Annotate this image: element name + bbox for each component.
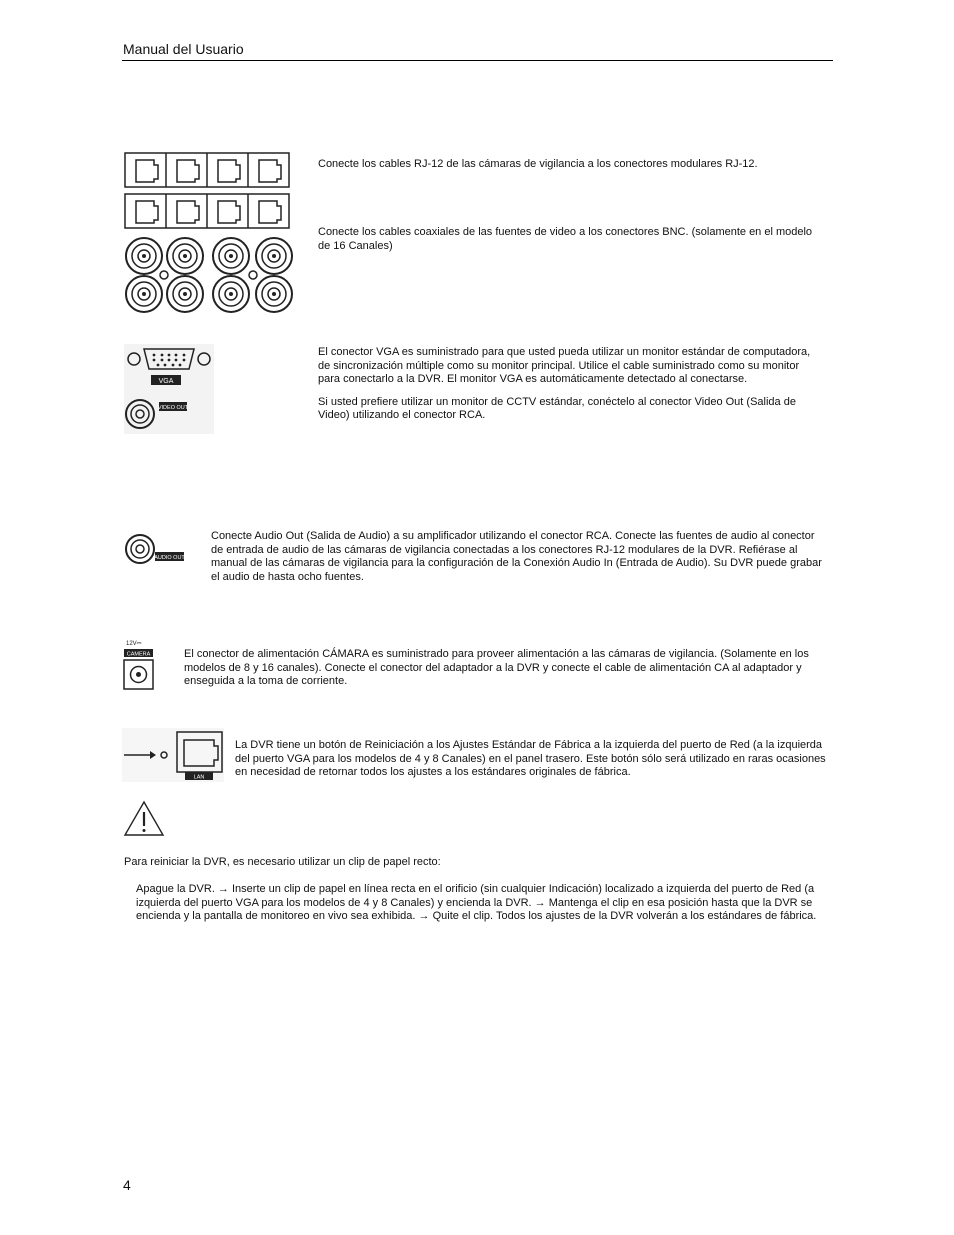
vga-description-block [318,346,823,423]
reset-lan-figure [122,728,224,782]
bnc-connectors-figure [124,236,294,316]
camera-voltage-label: 12V⎓ [126,641,142,647]
lan-label: LAN [193,774,205,781]
vga-label: VGA [158,378,174,385]
video-out-label: VIDEO OUT [157,405,189,411]
camera-power-figure [123,637,155,692]
video-out-description: Si usted prefiere utilizar un monitor de CCTV estándar, conéctelo al conector Video Out (Salida de Video) utilizando el conector RCA. [318,395,796,422]
bnc-description: Conecte los cables coaxiales de las fuentes de video a los conectores BNC. (solamente en el modelo de 16 Canales) [318,226,813,252]
warning-icon [123,800,165,837]
vga-video-out-figure [124,344,214,434]
camera-label: CAMERA [126,651,151,658]
rj12-description: Conecte los cables RJ-12 de las cámaras de vigilancia a los conectores modulares RJ-12. [318,158,758,170]
audio-description: Conecte Audio Out (Salida de Audio) a su amplificador utilizando el conector RCA. Conecte las fuentes de audio al conector de entrada de audio de las cámaras de vigilancia conectadas a los conectores RJ-12 modulares de la DVR. Refiérase al manual de las cámaras de vigilancia para la configuración de la Conexión Audio In (Entrada de Audio). Su DVR puede grabar el audio de hasta ocho fuentes. [211,530,822,583]
vga-description: El conector VGA es suministrado para que usted pueda utilizar un monitor estándar de computadora, de sincronización múltiple como su monitor principal. Utilice el cable suministrado como su monitor para conectarlo a la DVR. El monitor VGA es automáticamente detectado al conectarse. [318,346,811,386]
reset-description: La DVR tiene un botón de Reiniciación a los Ajustes Estándar de Fábrica a la izquierda del puerto de Red (a la izquierda del puerto VGA para los modelos de 4 y 8 Canales) en el panel trasero. Este botón sólo será utilizado en raras ocasiones en necesidad de retornar todos los ajustes a los estándares originales de fábrica. [235,739,826,779]
reset-steps: Apague la DVR. → Inserte un clip de papel en línea recta en el orificio (sin cualquier Indicación) localizado a izquierda del puerto de Red (a izquierda del puerto VGA para los modelos de 4 y 8 Canales) y encienda la DVR. → Mantenga el clip en esa posición hasta que la DVR se encienda y la pantalla de monitoreo en vivo sea exhibida. → Quite el clip. Todos los ajustes de la DVR volverán a los estándares de fábrica. [136,883,817,923]
audio-out-label: AUDIO OUT [154,555,185,561]
rj12-connectors-figure [124,152,290,232]
header-divider [122,60,833,61]
page-header-title: Manual del Usuario [123,41,244,57]
audio-out-figure [124,531,186,567]
page-number: 4 [123,1177,131,1193]
reset-intro: Para reiniciar la DVR, es necesario utilizar un clip de papel recto: [124,856,441,868]
camera-power-description: El conector de alimentación CÁMARA es suministrado para proveer alimentación a las cámaras de vigilancia. (Solamente en los modelos de 8 y 16 canales). Conecte el conector del adaptador a la DVR y conecte el cable de alimentación CA al adaptador y enseguida a la toma de corriente. [184,648,809,688]
